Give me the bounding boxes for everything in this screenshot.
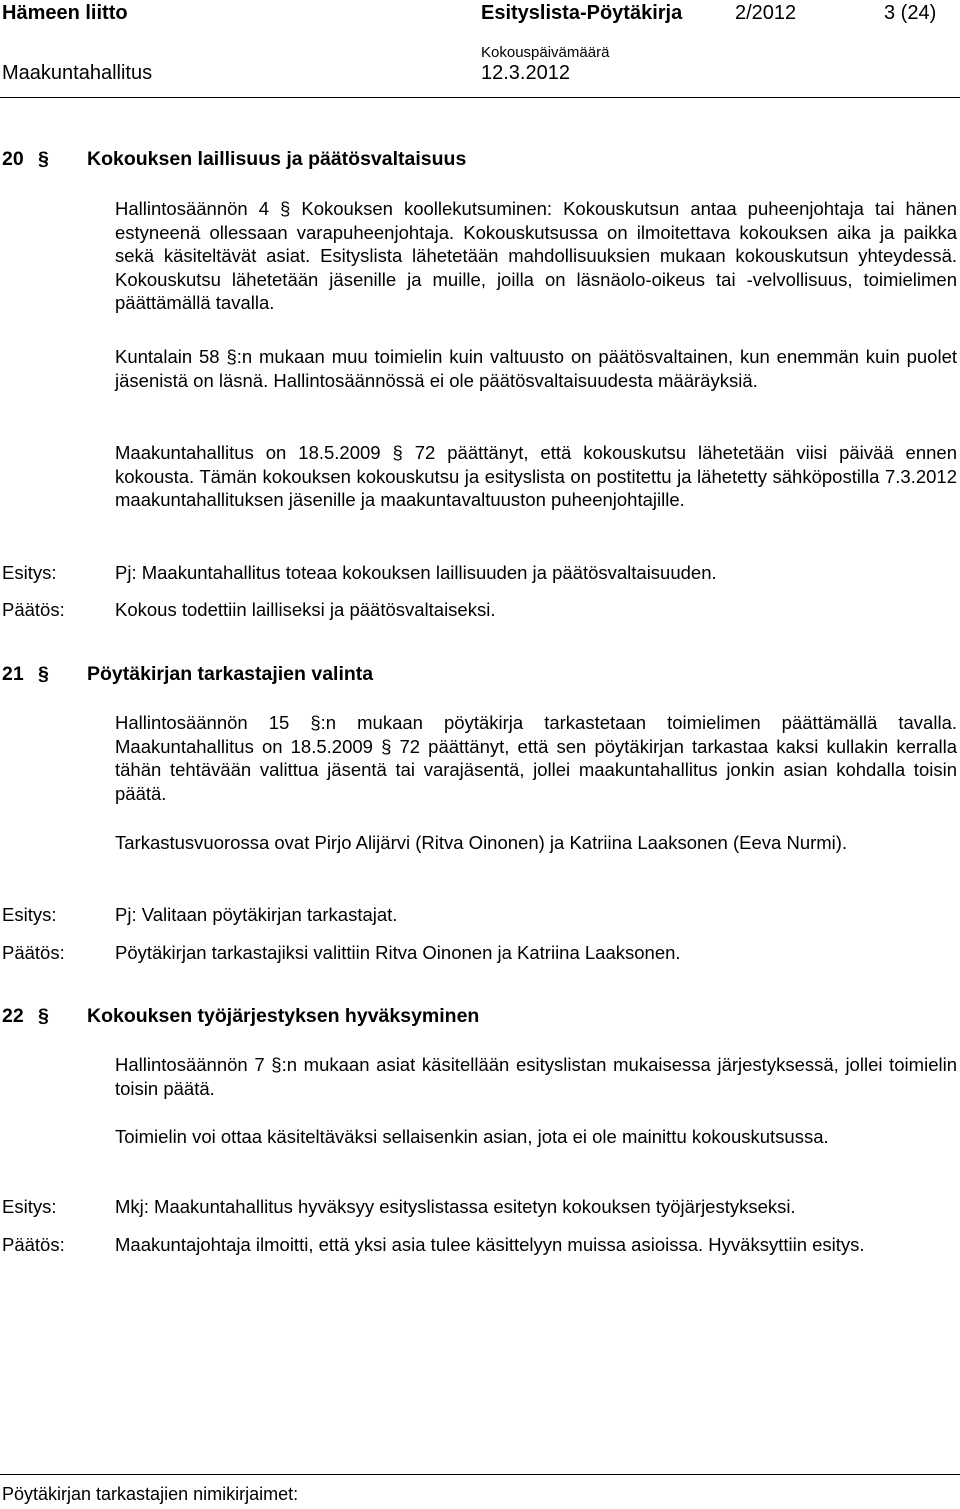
- section-title: Kokouksen työjärjestyksen hyväksyminen: [87, 1005, 480, 1027]
- organization-name: Hämeen liitto: [2, 2, 128, 24]
- section-title: Kokouksen laillisuus ja päätösvaltaisuus: [87, 148, 467, 170]
- section-number: 21: [2, 663, 24, 685]
- document-number: 2/2012: [735, 2, 797, 24]
- section-symbol: §: [38, 1005, 49, 1027]
- body-paragraph: Hallintosäännön 7 §:n mukaan asiat käsitellään esityslistan mukaisessa järjestyksessä, jollei toimielin toisin päätä.: [115, 1054, 957, 1099]
- decision-label: Päätös:: [2, 942, 65, 963]
- footer-divider: [0, 1474, 960, 1475]
- body-paragraph: Kuntalain 58 §:n mukaan muu toimielin kuin valtuusto on päätösvaltainen, kun enemmän kuin puolet jäsenistä on läsnä. Hallintosäännössä ei ole päätösvaltaisuudesta määräyksiä.: [115, 346, 957, 391]
- proposal-text: Mkj: Maakuntahallitus hyväksyy esityslistassa esitetyn kokouksen työjärjestykseksi.: [115, 1196, 796, 1217]
- section-number: 22: [2, 1005, 24, 1027]
- decision-label: Päätös:: [2, 1234, 65, 1255]
- body-name: Maakuntahallitus: [2, 62, 153, 84]
- document-type: Esityslista-Pöytäkirja: [481, 2, 683, 24]
- section-symbol: §: [38, 148, 49, 170]
- proposal-label: Esitys:: [2, 904, 57, 925]
- body-paragraph: Hallintosäännön 4 § Kokouksen koollekutsuminen: Kokouskutsun antaa puheenjohtaja tai hänen estyneenä ollessaan varapuheenjohtaja. Kokouskutsussa on ilmoitettava kokouksen aika ja paikka sekä käsiteltävät asiat. Esityslista lähetetään mahdollisuuksien mukaan kokouskutsun yhteydessä. Kokouskutsu lähetetään jäsenille ja muille, joilla on läsnäolo-oikeus tai -velvollisuus, toimielimen päättämällä tavalla.: [115, 198, 957, 313]
- proposal-label: Esitys:: [2, 562, 57, 583]
- decision-text: Pöytäkirjan tarkastajiksi valittiin Ritva Oinonen ja Katriina Laaksonen.: [115, 942, 681, 963]
- section-title: Pöytäkirjan tarkastajien valinta: [87, 663, 374, 685]
- proposal-label: Esitys:: [2, 1196, 57, 1217]
- decision-text: Maakuntajohtaja ilmoitti, että yksi asia tulee käsittelyyn muissa asioissa. Hyväksyttiin esitys.: [115, 1234, 865, 1255]
- body-paragraph: Toimielin voi ottaa käsiteltäväksi sellaisenkin asian, jota ei ole mainittu kokouskutsussa.: [115, 1126, 829, 1147]
- decision-label: Päätös:: [2, 599, 65, 620]
- body-paragraph: Hallintosäännön 15 §:n mukaan pöytäkirja tarkastetaan toimielimen päättämällä tavalla. Maakuntahallitus on 18.5.2009 § 72 päättänyt, että sen pöytäkirjan tarkastaa kaksi kullakin kerralla tähän tehtävään valittua jäsentä tai varajäsentä, jollei maakuntahallitus jonkin asian kohdalla toisin päätä.: [115, 712, 957, 804]
- section-symbol: §: [38, 663, 49, 685]
- header-divider: [0, 97, 960, 98]
- proposal-text: Pj: Valitaan pöytäkirjan tarkastajat.: [115, 904, 398, 925]
- page-number: 3 (24): [884, 2, 937, 24]
- body-paragraph: Tarkastusvuorossa ovat Pirjo Alijärvi (Ritva Oinonen) ja Katriina Laaksonen (Eeva Nurmi).: [115, 832, 848, 853]
- meeting-date: 12.3.2012: [481, 62, 570, 84]
- footer-initials-label: Pöytäkirjan tarkastajien nimikirjaimet:: [2, 1484, 299, 1504]
- section-number: 20: [2, 148, 24, 170]
- body-paragraph: Maakuntahallitus on 18.5.2009 § 72 päättänyt, että kokouskutsu lähetetään viisi päivää ennen kokousta. Tämän kokouksen kokouskutsu ja esityslista on postitettu ja lähetetty sähköpostilla 7.3.2012 maakuntahallituksen jäsenille ja maakuntavaltuuston puheenjohtajille.: [115, 442, 957, 510]
- decision-text: Kokous todettiin lailliseksi ja päätösvaltaiseksi.: [115, 599, 496, 620]
- date-label: Kokouspäivämäärä: [481, 44, 610, 61]
- proposal-text: Pj: Maakuntahallitus toteaa kokouksen laillisuuden ja päätösvaltaisuuden.: [115, 562, 717, 583]
